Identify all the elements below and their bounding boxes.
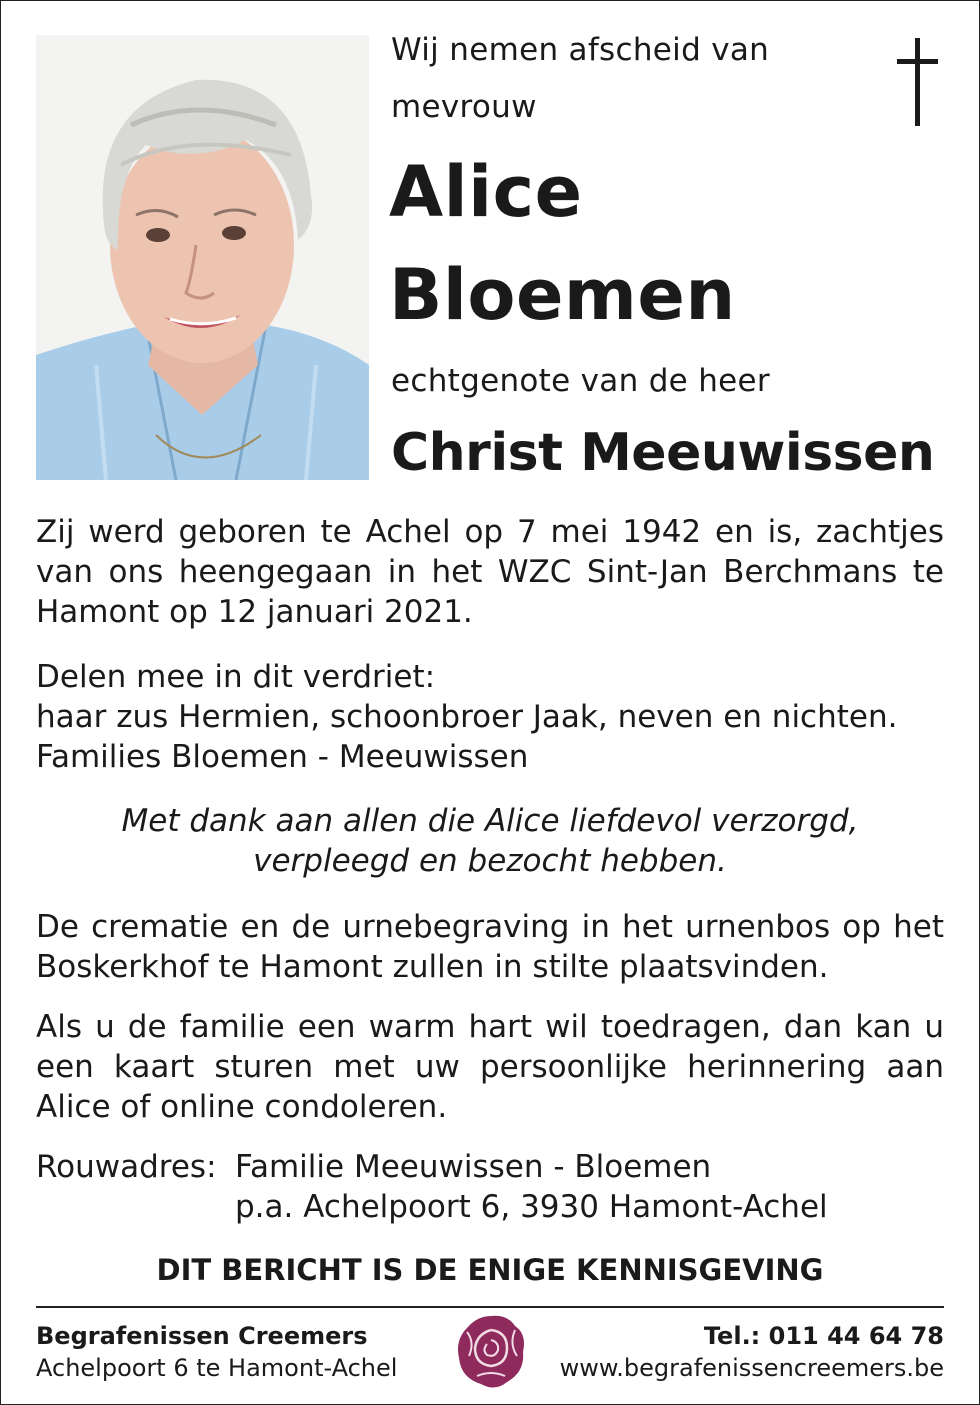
footer-divider bbox=[36, 1306, 944, 1308]
company-name: Begrafenissen Creemers bbox=[36, 1322, 368, 1350]
deceased-last-name: Bloemen bbox=[389, 254, 736, 336]
footer-contact-block bbox=[560, 1320, 944, 1384]
company-address: Achelpoort 6 te Hamont-Achel bbox=[36, 1354, 398, 1382]
mourning-address-line: Familie Meeuwissen - Bloemen bbox=[235, 1149, 712, 1185]
family-paragraph bbox=[36, 657, 944, 777]
cross-icon bbox=[896, 38, 940, 128]
intro-line-1: Wij nemen afscheid van bbox=[391, 32, 770, 68]
notice-banner: DIT BERICHT IS DE ENIGE KENNISGEVING bbox=[156, 1253, 824, 1287]
rose-logo-icon bbox=[455, 1312, 527, 1392]
company-website[interactable]: www.begrafenissencreemers.be bbox=[559, 1354, 944, 1382]
family-line: Families Bloemen - Meeuwissen bbox=[36, 739, 529, 775]
footer-company-block bbox=[36, 1320, 397, 1384]
cremation-paragraph: De crematie en de urnebegraving in het urnenbos op het Boskerkhof te Hamont zullen in stilte plaatsvinden. bbox=[36, 909, 944, 985]
thanks-line: Met dank aan allen die Alice liefdevol verzorgd, bbox=[121, 803, 859, 839]
spouse-name: Christ Meeuwissen bbox=[391, 423, 935, 483]
mourning-address bbox=[36, 1147, 828, 1227]
mourning-address-line: p.a. Achelpoort 6, 3930 Hamont-Achel bbox=[235, 1189, 828, 1225]
birth-death-paragraph: Zij werd geboren te Achel op 7 mei 1942 en is, zachtjes van ons heengegaan in het WZC Sint-Jan Berchmans te Hamont op 12 januari 2021. bbox=[36, 514, 944, 630]
mourning-address-label: Rouwadres: bbox=[36, 1149, 217, 1185]
spouse-intro: echtgenote van de heer bbox=[391, 363, 770, 399]
portrait-photo bbox=[36, 35, 369, 480]
intro-line-2: mevrouw bbox=[391, 89, 537, 125]
thanks-line: verpleegd en bezocht hebben. bbox=[253, 843, 727, 879]
condolence-paragraph: Als u de familie een warm hart wil toedragen, dan kan u een kaart sturen met uw persoonlijke herinnering aan Alice of online condoleren. bbox=[36, 1009, 944, 1125]
thanks-paragraph bbox=[36, 801, 944, 881]
company-phone: Tel.: 011 44 64 78 bbox=[703, 1322, 944, 1350]
deceased-first-name: Alice bbox=[389, 151, 583, 233]
family-line: haar zus Hermien, schoonbroer Jaak, neven en nichten. bbox=[36, 699, 898, 735]
family-line: Delen mee in dit verdriet: bbox=[36, 659, 436, 695]
